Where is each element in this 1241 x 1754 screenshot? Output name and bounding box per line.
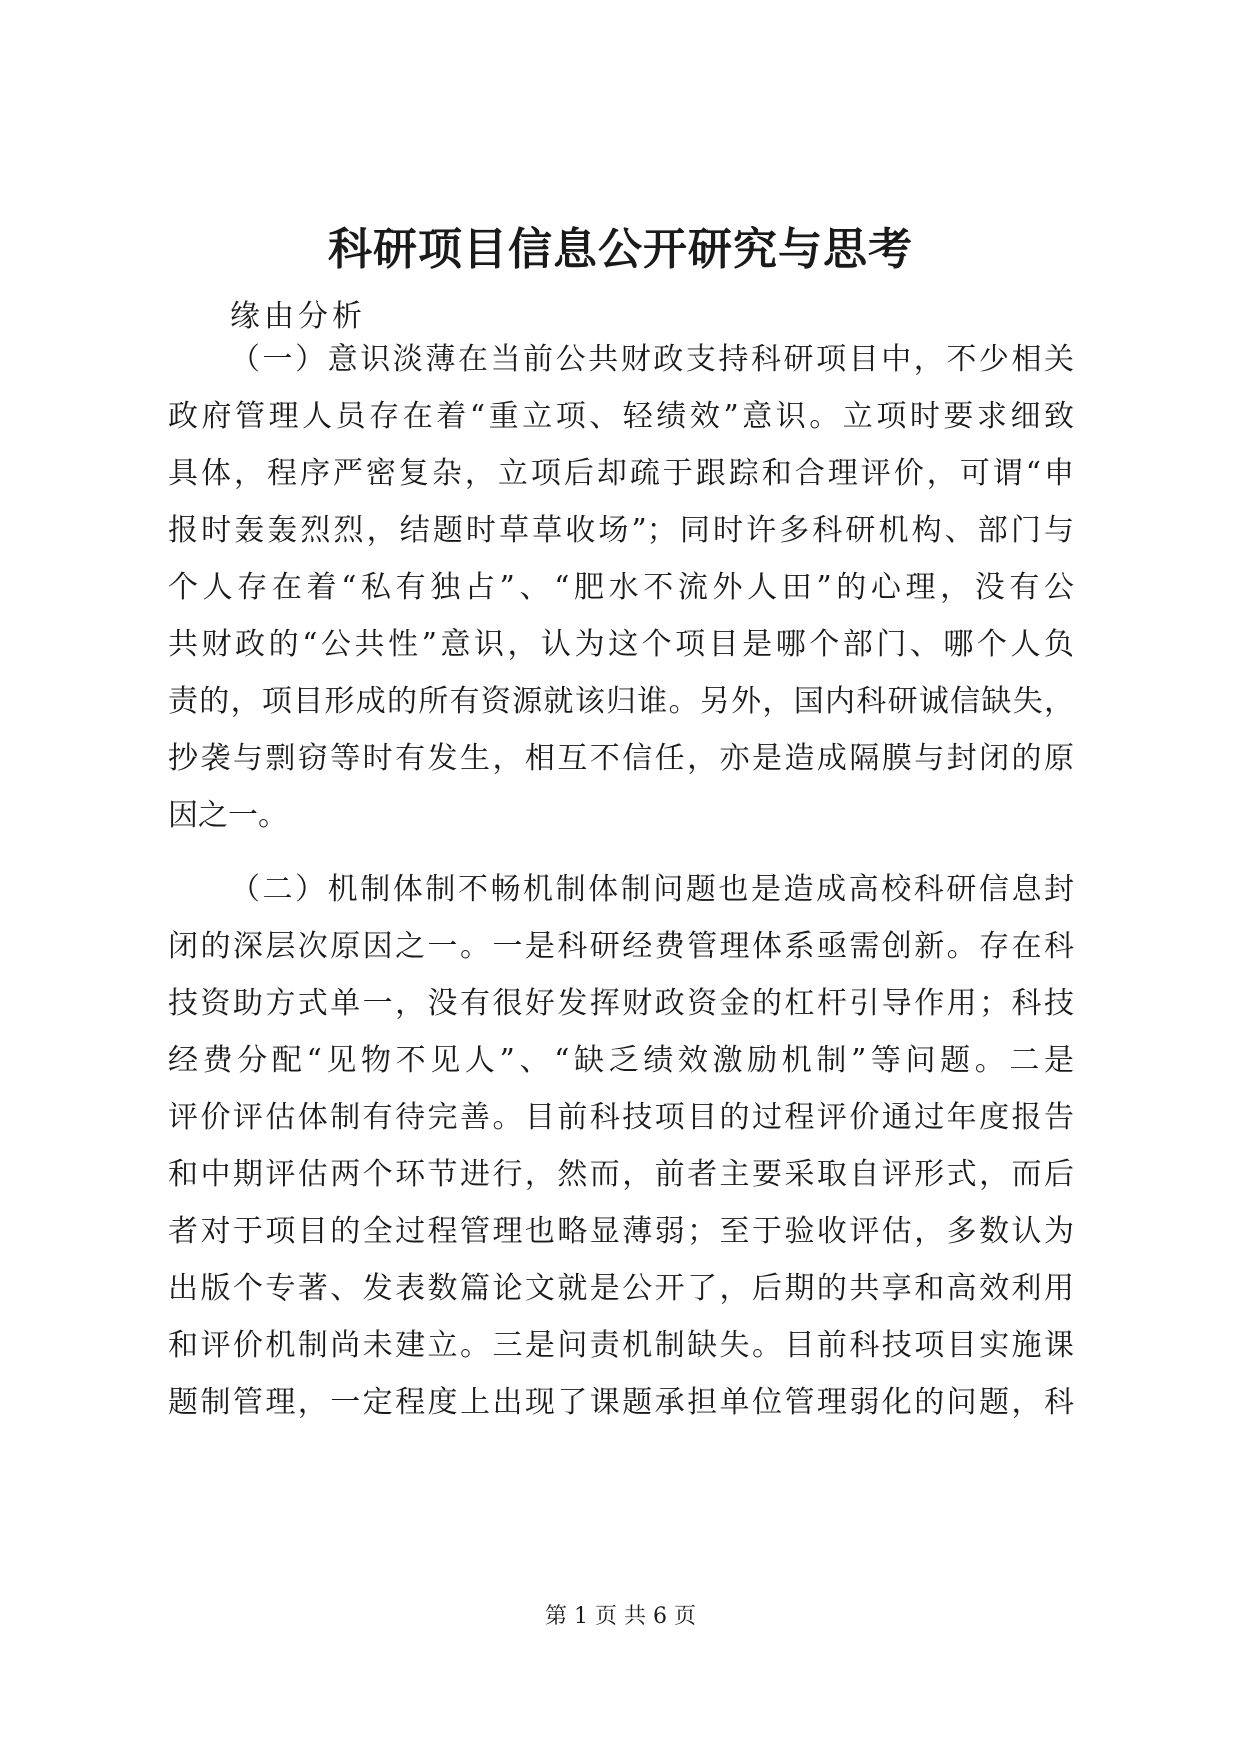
paragraph-line: 和中期评估两个环节进行，然而，前者主要采取自评形式，而后 — [168, 1157, 1074, 1192]
section-heading: 缘由分析 — [230, 299, 366, 334]
paragraph-line: 题制管理，一定程度上出现了课题承担单位管理弱化的问题，科 — [168, 1385, 1074, 1420]
paragraph-line: 个人存在着“私有独占”、“肥水不流外人田”的心理，没有公 — [168, 570, 1074, 605]
paragraph-line: 闭的深层次原因之一。一是科研经费管理体系亟需创新。存在科 — [168, 929, 1074, 964]
page-number-footer: 第 1 页 共 6 页 — [545, 1604, 696, 1629]
document-title: 科研项目信息公开研究与思考 — [328, 224, 913, 275]
paragraph-line: 具体，程序严密复杂，立项后却疏于跟踪和合理评价，可谓“申 — [168, 456, 1074, 491]
paragraph-line: 共财政的“公共性”意识，认为这个项目是哪个部门、哪个人负 — [168, 627, 1074, 662]
paragraph-line: （一）意识淡薄在当前公共财政支持科研项目中，不少相关 — [230, 342, 1074, 377]
paragraph-line: 和评价机制尚未建立。三是问责机制缺失。目前科技项目实施课 — [168, 1328, 1074, 1363]
paragraph-line: 政府管理人员存在着“重立项、轻绩效”意识。立项时要求细致 — [168, 399, 1074, 434]
paragraph-line: 出版个专著、发表数篇论文就是公开了，后期的共享和高效利用 — [168, 1271, 1074, 1306]
paragraph-line: 者对于项目的全过程管理也略显薄弱；至于验收评估，多数认为 — [168, 1214, 1074, 1249]
paragraph-line: 责的，项目形成的所有资源就该归谁。另外，国内科研诚信缺失， — [168, 684, 1074, 719]
paragraph-line: 抄袭与剽窃等时有发生，相互不信任，亦是造成隔膜与封闭的原 — [168, 741, 1074, 776]
paragraph-line: 报时轰轰烈烈，结题时草草收场”；同时许多科研机构、部门与 — [168, 513, 1074, 548]
paragraph-line: 经费分配“见物不见人”、“缺乏绩效激励机制”等问题。二是 — [168, 1043, 1074, 1078]
paragraph-line: 评价评估体制有待完善。目前科技项目的过程评价通过年度报告 — [168, 1100, 1074, 1135]
paragraph-line: 技资助方式单一，没有很好发挥财政资金的杠杆引导作用；科技 — [168, 986, 1074, 1021]
paragraph-line: （二）机制体制不畅机制体制问题也是造成高校科研信息封 — [230, 872, 1074, 907]
paragraph-line: 因之一。 — [168, 798, 288, 833]
